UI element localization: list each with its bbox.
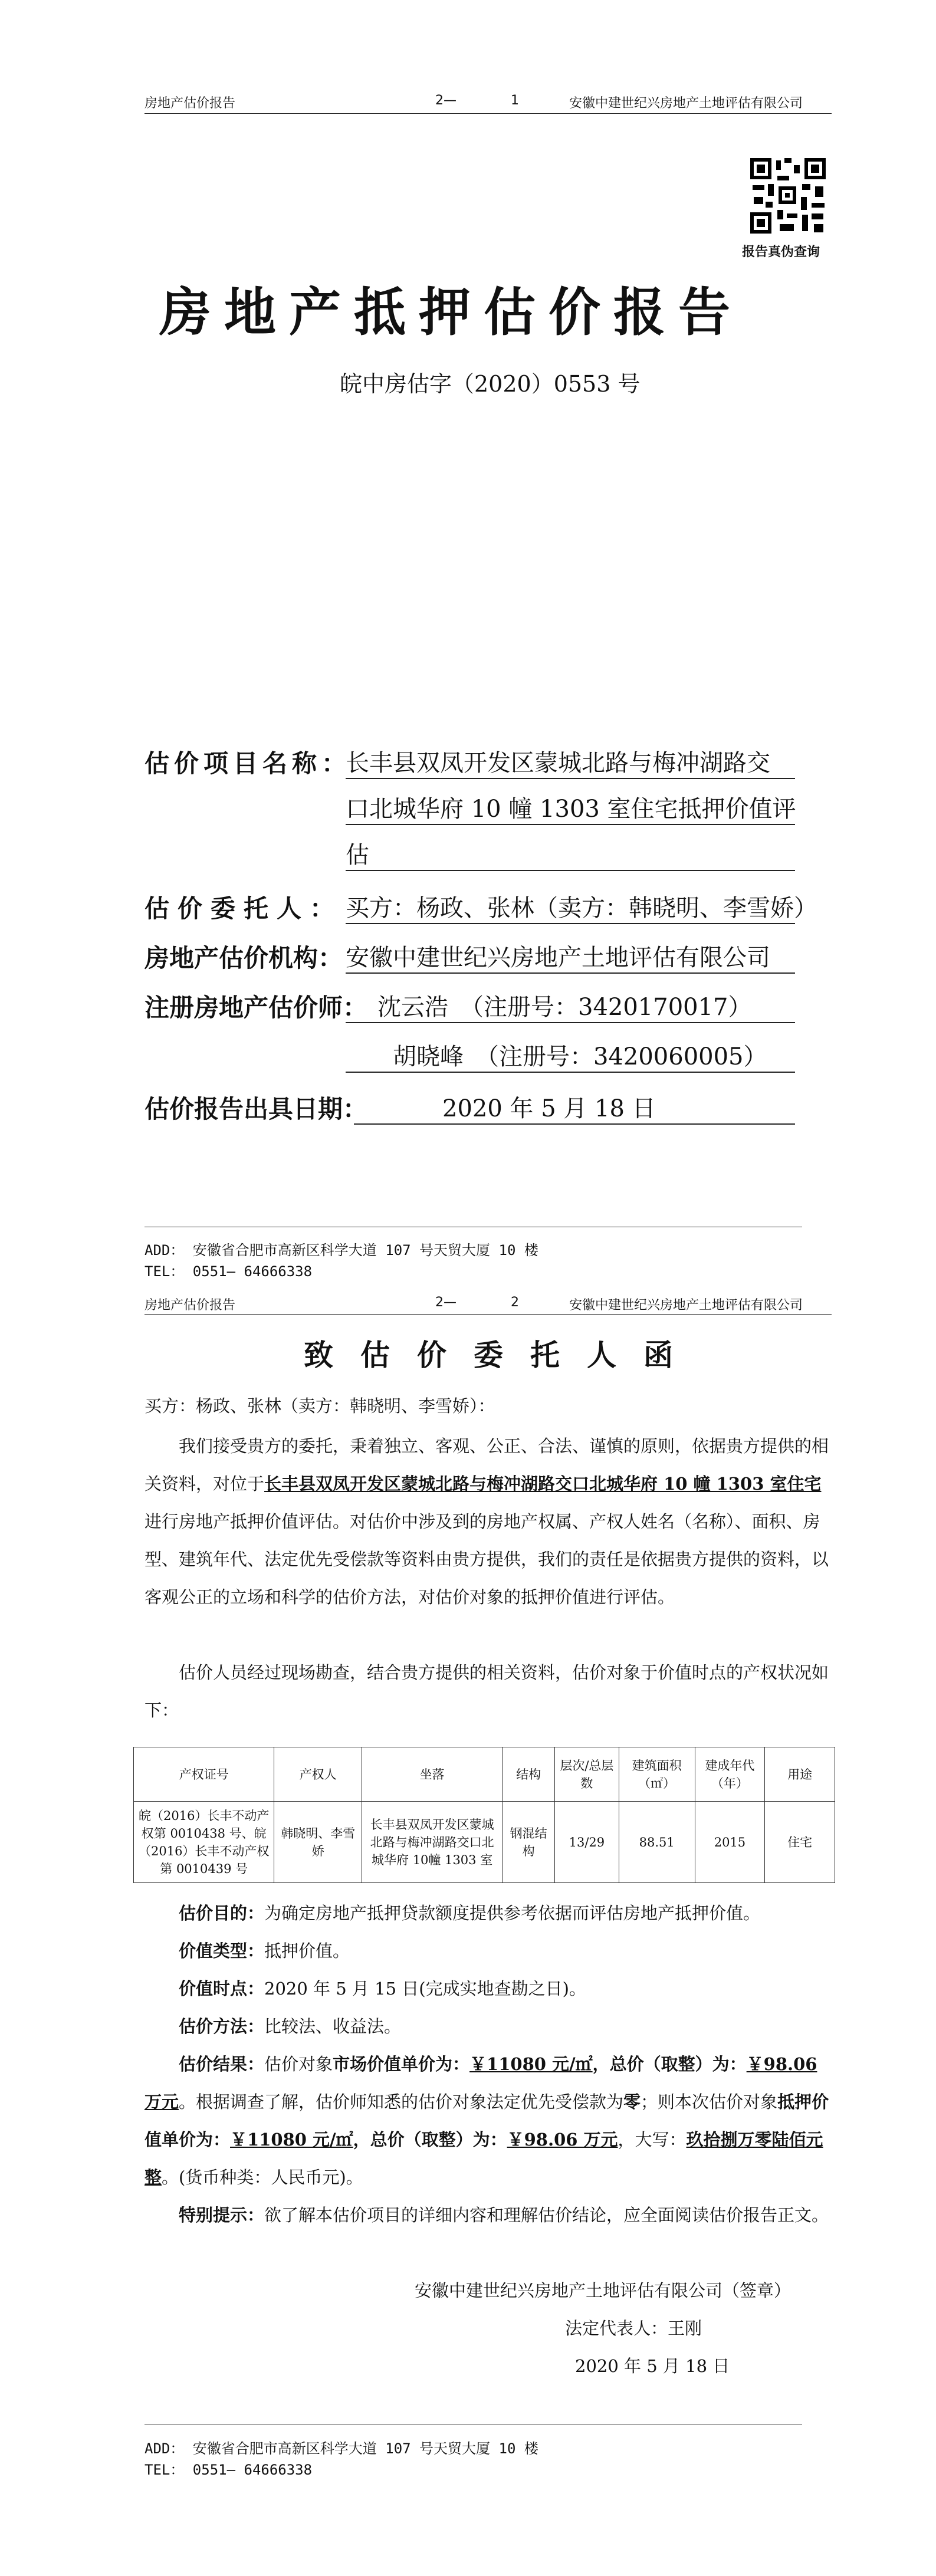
table-header: 产权证号 [134, 1747, 274, 1802]
table-header: 产权人 [274, 1747, 362, 1802]
header-page-b: 2 [511, 1295, 519, 1310]
client-value: 买方：杨政、张林（卖方：韩晓明、李雪娇） [346, 889, 795, 924]
value-type-line: 价值类型：抵押价值。 [179, 1941, 350, 1961]
table-cell: 皖（2016）长丰不动产权第 0010438 号、皖（2016）长丰不动产权第 0010439 号 [134, 1802, 274, 1883]
special-tip: 特别提示：欲了解本估价项目的详细内容和理解估价结论，应全面阅读估价报告正文。 [179, 2205, 829, 2225]
qr-code-icon[interactable] [750, 158, 826, 234]
appraiser-2: 胡晓峰 （注册号：3420060005） [346, 1038, 795, 1073]
footer-address: ADD： 安徽省合肥市高新区科学大道 107 号天贸大厦 10 楼 [144, 2440, 538, 2457]
table-header: 建筑面积（㎡） [619, 1747, 695, 1802]
header-rule [144, 113, 832, 114]
header-right: 安徽中建世纪兴房地产土地评估有限公司 [569, 96, 803, 111]
client-label: 估价委托人： [144, 894, 343, 923]
agency-label: 房地产估价机构： [144, 944, 343, 972]
agency-value: 安徽中建世纪兴房地产土地评估有限公司 [346, 939, 795, 974]
table-cell: 住宅 [765, 1802, 835, 1883]
table-header: 用途 [765, 1747, 835, 1802]
header-page-a: 2— [435, 1295, 456, 1310]
salutation: 买方：杨政、张林（卖方：韩晓明、李雪娇）： [144, 1396, 495, 1416]
company-signature: 安徽中建世纪兴房地产土地评估有限公司（签章） [415, 2281, 792, 2301]
project-line1: 长丰县双凤开发区蒙城北路与梅冲湖路交 [346, 744, 795, 779]
paragraph-status: 估价人员经过现场勘查，结合贵方提供的相关资料，估价对象于价值时点的产权状况如下： [144, 1662, 829, 1720]
letter-title: 致估价委托人函 [304, 1338, 700, 1372]
method-line: 估价方法：比较法、收益法。 [179, 2016, 402, 2036]
footer-address: ADD： 安徽省合肥市高新区科学大道 107 号天贸大厦 10 楼 [144, 1242, 538, 1259]
project-line3: 估 [346, 836, 795, 871]
qr-caption: 报告真伪查询 [742, 245, 820, 259]
table-cell: 2015 [695, 1802, 765, 1883]
header-rule [144, 1314, 832, 1315]
table-cell: 长丰县双凤开发区蒙城北路与梅冲湖路交口北城华府 10幢 1303 室 [362, 1802, 503, 1883]
table-header: 建成年代（年） [695, 1747, 765, 1802]
table-cell: 88.51 [619, 1802, 695, 1883]
appraiser-label: 注册房地产估价师： [144, 993, 368, 1022]
value-date-line: 价值时点：2020 年 5 月 15 日(完成实地查勘之日)。 [179, 1979, 586, 1999]
header-page-b: 1 [511, 93, 519, 108]
legal-representative: 法定代表人：王刚 [565, 2318, 702, 2338]
footer-tel: TEL： 0551— 64666338 [144, 1263, 313, 1280]
header-left: 房地产估价报告 [144, 96, 236, 111]
project-label: 估价项目名称： [144, 749, 352, 778]
report-title: 房地产抵押估价报告 [159, 281, 744, 343]
table-cell: 韩晓明、李雪娇 [274, 1802, 362, 1883]
header-right: 安徽中建世纪兴房地产土地评估有限公司 [569, 1298, 803, 1313]
header-page-a: 2— [435, 93, 456, 108]
header-left: 房地产估价报告 [144, 1298, 236, 1313]
property-table [133, 1747, 835, 1883]
table-cell: 13/29 [554, 1802, 619, 1883]
table-header: 结构 [503, 1747, 555, 1802]
table-cell: 钢混结构 [503, 1802, 555, 1883]
table-row [134, 1802, 835, 1883]
letter-date: 2020 年 5 月 18 日 [575, 2356, 730, 2376]
doc-number: 皖中房估字（2020）0553 号 [340, 371, 641, 397]
date-value: 2020 年 5 月 18 日 [354, 1090, 795, 1125]
result-paragraph: 估价结果：估价对象市场价值单价为：￥11080 元/㎡，总价（取整）为：￥98.06 万元。根据调查了解，估价师知悉的估价对象法定优先受偿款为零；则本次估价对象抵押价值单价为：￥11080 元/㎡，总价（取整）为：￥98.06 万元，大写：玖拾捌万零陆佰元整。(货币种类：人民币元)。 [144, 2054, 829, 2187]
table-header: 坐落 [362, 1747, 503, 1802]
table-header: 层次/总层数 [554, 1747, 619, 1802]
footer-tel: TEL： 0551— 64666338 [144, 2462, 313, 2478]
appraiser-1: 沈云浩 （注册号：3420170017） [346, 988, 795, 1023]
purpose-line: 估价目的：为确定房地产抵押贷款额度提供参考依据而评估房地产抵押价值。 [179, 1903, 761, 1923]
date-label: 估价报告出具日期： [144, 1095, 368, 1123]
project-line2: 口北城华府 10 幢 1303 室住宅抵押价值评 [346, 790, 795, 825]
paragraph-intro: 我们接受贵方的委托，秉着独立、客观、公正、合法、谨慎的原则，依据贵方提供的相关资料，对位于长丰县双凤开发区蒙城北路与梅冲湖路交口北城华府 10 幢 1303 室住宅进行房地产抵押价值评估。对估价中涉及到的房地产权属、产权人姓名（名称）、面积、房型、建筑年代、法定优先受偿款等资料由贵方提供，我们的责任是依据贵方提供的资料，以客观公正的立场和科学的估价方法，对估价对象的抵押价值进行评估。 [144, 1436, 829, 1607]
table-header-row [134, 1747, 835, 1802]
